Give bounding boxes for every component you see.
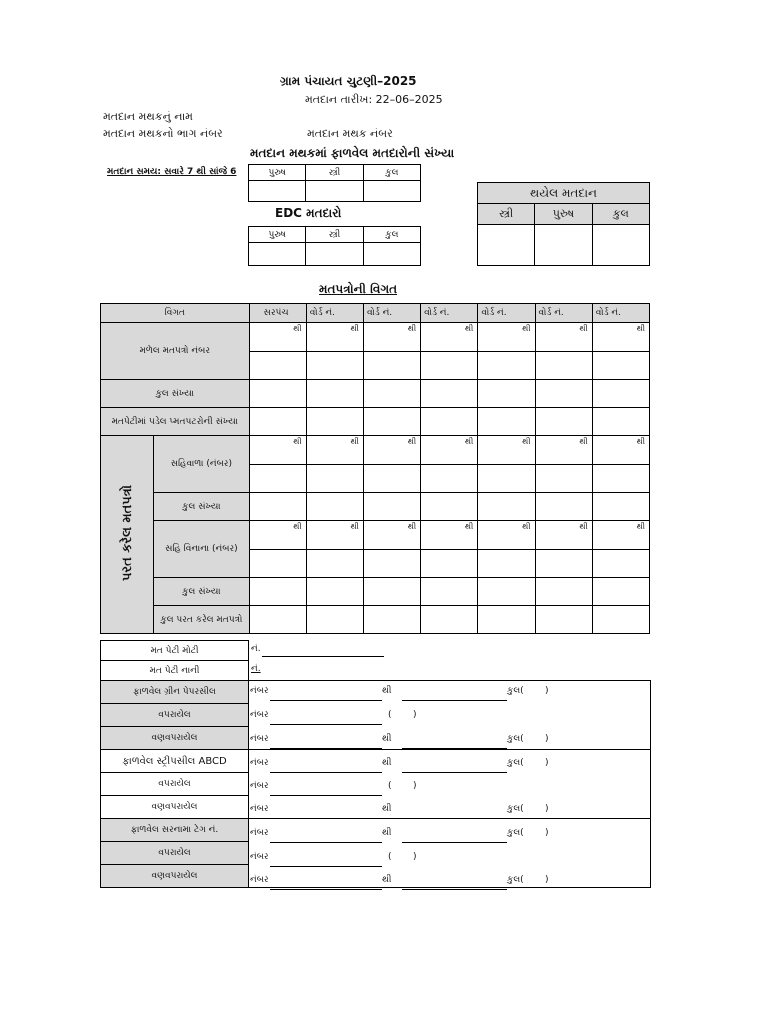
entry-cell[interactable] — [478, 578, 535, 606]
address-total-open: કુલ( — [507, 828, 524, 838]
thi-label: થી — [478, 323, 535, 352]
box-count-label: મતપેટીમાં પડેલ પ્મતપટરોની સંખ્યા — [101, 408, 250, 436]
voters-count-title: મતદાન મથકમાં ફાળવેલ મતદારોની સંખ્યા — [250, 146, 455, 160]
entry-cell[interactable] — [306, 606, 363, 634]
thi-label: થી — [592, 436, 649, 465]
strip-unused-from-line[interactable] — [270, 818, 382, 819]
entry-cell[interactable] — [478, 380, 535, 408]
green-from-line[interactable] — [270, 700, 382, 701]
entry-cell[interactable] — [249, 578, 306, 606]
address-used-line[interactable] — [270, 866, 382, 867]
unsigned-numbers-label: સહિ વિનાના (નંબર) — [154, 521, 249, 578]
booth-number-label: મતદાન મથક નંબર — [307, 127, 393, 140]
big-box-no-line[interactable] — [262, 656, 384, 657]
small-box-no-label: નં. — [251, 664, 261, 674]
address-tag-label: ફાળવેલ સરનામા ટેગ નં. — [101, 819, 249, 842]
female-cell[interactable] — [306, 181, 363, 202]
total-cell[interactable] — [363, 181, 420, 202]
col-header-ward-3: વોર્ડ નં. — [421, 304, 478, 323]
address-unused-label: વણવપરાયેલ — [101, 865, 249, 888]
green-used-label: વપરાયેલ — [101, 704, 249, 727]
voted-female-header: સ્ત્રી — [478, 204, 535, 225]
entry-cell[interactable] — [306, 493, 363, 521]
booth-name-label: મતદાન મથકનું નામ — [103, 110, 193, 123]
entry-cell[interactable] — [363, 408, 420, 436]
address-used-number-label: નંબર — [250, 852, 269, 862]
col-header-detail: વિગત — [101, 304, 250, 323]
green-unused-from-line[interactable] — [270, 748, 382, 749]
thi-label: થી — [306, 436, 363, 465]
strip-unused-total-open: કુલ( — [507, 804, 524, 814]
entry-cell[interactable] — [306, 550, 363, 578]
entry-cell[interactable] — [478, 465, 535, 493]
thi-label: થી — [535, 436, 592, 465]
thi-label: થી — [478, 521, 535, 550]
address-used-open: ( — [388, 852, 392, 862]
voted-female-cell[interactable] — [478, 225, 535, 266]
entry-cell[interactable] — [249, 606, 306, 634]
address-unused-thi-label: થી — [382, 875, 392, 885]
thi-label: થી — [363, 323, 420, 352]
entry-cell[interactable] — [592, 606, 649, 634]
page-title: ગ્રામ પંચાયત ચુટણી–2025 — [280, 74, 417, 88]
thi-label: થી — [478, 436, 535, 465]
green-used-close: ) — [413, 710, 417, 720]
ballots-table — [100, 303, 650, 634]
entry-cell[interactable] — [592, 550, 649, 578]
thi-label: થી — [306, 323, 363, 352]
edc-voters-table — [248, 226, 421, 266]
polling-date: મતદાન તારીખ: 22–06–2025 — [305, 93, 443, 106]
entry-cell[interactable] — [249, 550, 306, 578]
entry-cell[interactable] — [363, 606, 420, 634]
strip-unused-total-close: ) — [545, 804, 549, 814]
entry-cell[interactable] — [421, 408, 478, 436]
strip-total-open: કુલ( — [507, 758, 524, 768]
seal-entries — [250, 684, 650, 894]
strip-unused-number-label: નંબર — [250, 804, 269, 814]
address-unused-number-label: નંબર — [250, 875, 269, 885]
entry-cell[interactable] — [535, 550, 592, 578]
entry-cell[interactable] — [535, 408, 592, 436]
entry-cell[interactable] — [421, 493, 478, 521]
entry-cell[interactable] — [535, 380, 592, 408]
entry-cell[interactable] — [592, 465, 649, 493]
signed-total-label: કુલ સંખ્યા — [154, 493, 249, 521]
entry-cell[interactable] — [478, 352, 535, 380]
green-unused-total-open: કુલ( — [507, 734, 524, 744]
green-unused-number-label: નંબર — [250, 734, 269, 744]
total-count-label: કુલ સંખ્યા — [101, 380, 250, 408]
entry-cell[interactable] — [592, 352, 649, 380]
address-used-label: વપરાયેલ — [101, 842, 249, 865]
entry-cell[interactable] — [249, 380, 306, 408]
female-header: સ્ત્રી — [306, 165, 363, 181]
thi-label: થી — [421, 323, 478, 352]
total-returned-label: કુલ પરત કરેલ મતપત્રો — [154, 606, 249, 634]
big-box-label: મત પેટી મોટી — [101, 641, 249, 661]
strip-seal-label: ફાળવેલ સ્ટ્રીપસીલ ABCD — [101, 750, 249, 773]
entry-cell[interactable] — [249, 493, 306, 521]
green-total-open: કુલ( — [507, 686, 524, 696]
green-used-line[interactable] — [270, 724, 382, 725]
male-header: પુરુષ — [249, 165, 306, 181]
entry-cell[interactable] — [363, 465, 420, 493]
address-unused-total-open: કુલ( — [507, 875, 524, 885]
strip-thi-label: થી — [382, 758, 392, 768]
entry-cell[interactable] — [592, 578, 649, 606]
green-number-label: નંબર — [250, 686, 269, 696]
green-unused-total-close: ) — [545, 734, 549, 744]
address-unused-from-line[interactable] — [270, 889, 382, 890]
address-used-close: ) — [413, 852, 417, 862]
col-header-ward-1: વોર્ડ નં. — [306, 304, 363, 323]
address-to-line[interactable] — [402, 842, 507, 843]
thi-label: થી — [535, 521, 592, 550]
returned-ballots-text: પરત કરેલ મતપત્રો — [119, 484, 135, 582]
small-box-label: મત પેટી નાની — [101, 661, 249, 681]
ballots-title: મતપત્રોની વિગત — [319, 282, 398, 296]
entry-cell[interactable] — [306, 465, 363, 493]
polling-time-label: મતદાન સમય: સવારે 7 થી સાંજે 6 — [107, 167, 237, 177]
col-header-ward-2: વોર્ડ નં. — [363, 304, 420, 323]
green-unused-label: વણવપરાયેલ — [101, 727, 249, 750]
edc-male-cell[interactable] — [249, 243, 306, 266]
strip-used-line[interactable] — [270, 795, 382, 796]
entry-cell[interactable] — [592, 380, 649, 408]
col-header-sarpanch: સરપંચ — [249, 304, 306, 323]
thi-label: થી — [306, 521, 363, 550]
entry-cell[interactable] — [535, 606, 592, 634]
edc-title: EDC મતદારો — [275, 206, 342, 220]
voted-total-header: કુલ — [592, 204, 649, 225]
strip-used-open: ( — [388, 781, 392, 791]
booth-part-label: મતદાન મથકનો ભાગ નંબર — [103, 127, 223, 140]
entry-cell[interactable] — [421, 578, 478, 606]
entry-cell[interactable] — [421, 606, 478, 634]
entry-cell[interactable] — [535, 578, 592, 606]
entry-cell[interactable] — [592, 493, 649, 521]
entry-cell[interactable] — [363, 380, 420, 408]
address-total-close: ) — [545, 828, 549, 838]
total-header: કુલ — [363, 165, 420, 181]
strip-to-line[interactable] — [402, 772, 507, 773]
green-thi-label: થી — [382, 686, 392, 696]
entry-cell[interactable] — [363, 578, 420, 606]
green-unused-thi-label: થી — [382, 734, 392, 744]
thi-label: થી — [421, 521, 478, 550]
strip-unused-thi-label: થી — [382, 804, 392, 814]
voted-male-cell[interactable] — [535, 225, 592, 266]
edc-total-header: કુલ — [363, 227, 420, 243]
strip-used-label: વપરાયેલ — [101, 773, 249, 796]
allocated-voters-table — [248, 164, 421, 202]
strip-unused-label: વણવપરાયેલ — [101, 796, 249, 819]
thi-label: થી — [363, 436, 420, 465]
edc-total-cell[interactable] — [363, 243, 420, 266]
voted-title: થયેલ મતદાન — [478, 183, 650, 204]
entry-cell[interactable] — [478, 606, 535, 634]
green-used-number-label: નંબર — [250, 710, 269, 720]
green-total-close: ) — [545, 686, 549, 696]
thi-label: થી — [249, 521, 306, 550]
thi-label: થી — [249, 323, 306, 352]
strip-unused-to-line[interactable] — [402, 818, 507, 819]
thi-label: થી — [249, 436, 306, 465]
big-box-no-label: નં. — [251, 644, 261, 654]
strip-number-label: નંબર — [250, 758, 269, 768]
voted-male-header: પુરુષ — [535, 204, 592, 225]
entry-cell[interactable] — [306, 380, 363, 408]
entry-cell[interactable] — [249, 352, 306, 380]
entry-cell[interactable] — [306, 578, 363, 606]
received-numbers-label: મળેલ મતપત્રો નંબર — [101, 323, 250, 380]
strip-used-number-label: નંબર — [250, 781, 269, 791]
entry-cell[interactable] — [363, 493, 420, 521]
entry-cell[interactable] — [306, 352, 363, 380]
thi-label: થી — [421, 436, 478, 465]
address-from-line[interactable] — [270, 842, 382, 843]
entry-cell[interactable] — [363, 352, 420, 380]
entry-cell[interactable] — [478, 550, 535, 578]
thi-label: થી — [592, 323, 649, 352]
address-number-label: નંબર — [250, 828, 269, 838]
col-header-ward-4: વોર્ડ નં. — [478, 304, 535, 323]
entry-cell[interactable] — [535, 352, 592, 380]
entry-cell[interactable] — [535, 493, 592, 521]
entry-cell[interactable] — [306, 408, 363, 436]
entry-cell[interactable] — [535, 465, 592, 493]
entry-cell[interactable] — [421, 352, 478, 380]
edc-male-header: પુરુષ — [249, 227, 306, 243]
address-unused-to-line[interactable] — [402, 889, 507, 890]
entry-cell[interactable] — [478, 493, 535, 521]
entry-cell[interactable] — [249, 408, 306, 436]
strip-from-line[interactable] — [270, 772, 382, 773]
entry-cell[interactable] — [592, 408, 649, 436]
returned-ballots-side-label — [101, 436, 154, 634]
entry-cell[interactable] — [249, 465, 306, 493]
edc-female-header: સ્ત્રી — [306, 227, 363, 243]
voted-table — [477, 182, 650, 266]
entry-cell[interactable] — [421, 550, 478, 578]
green-used-open: ( — [388, 710, 392, 720]
green-seal-label: ફાળવેલ ગ્રીન પેપરસીલ — [101, 681, 249, 704]
entry-cell[interactable] — [421, 465, 478, 493]
entry-cell[interactable] — [421, 380, 478, 408]
strip-total-close: ) — [545, 758, 549, 768]
entry-cell[interactable] — [478, 408, 535, 436]
green-to-line[interactable] — [402, 700, 507, 701]
signed-numbers-label: સહિવાળા (નંબર) — [154, 436, 249, 493]
thi-label: થી — [535, 323, 592, 352]
unsigned-total-label: કુલ સંખ્યા — [154, 578, 249, 606]
thi-label: થી — [592, 521, 649, 550]
col-header-ward-5: વોર્ડ નં. — [535, 304, 592, 323]
green-unused-to-line[interactable] — [402, 748, 507, 749]
address-thi-label: થી — [382, 828, 392, 838]
address-unused-total-close: ) — [545, 875, 549, 885]
entry-cell[interactable] — [363, 550, 420, 578]
thi-label: થી — [363, 521, 420, 550]
male-cell[interactable] — [249, 181, 306, 202]
strip-used-close: ) — [413, 781, 417, 791]
edc-female-cell[interactable] — [306, 243, 363, 266]
col-header-ward-6: વોર્ડ નં. — [592, 304, 649, 323]
voted-total-cell[interactable] — [592, 225, 649, 266]
